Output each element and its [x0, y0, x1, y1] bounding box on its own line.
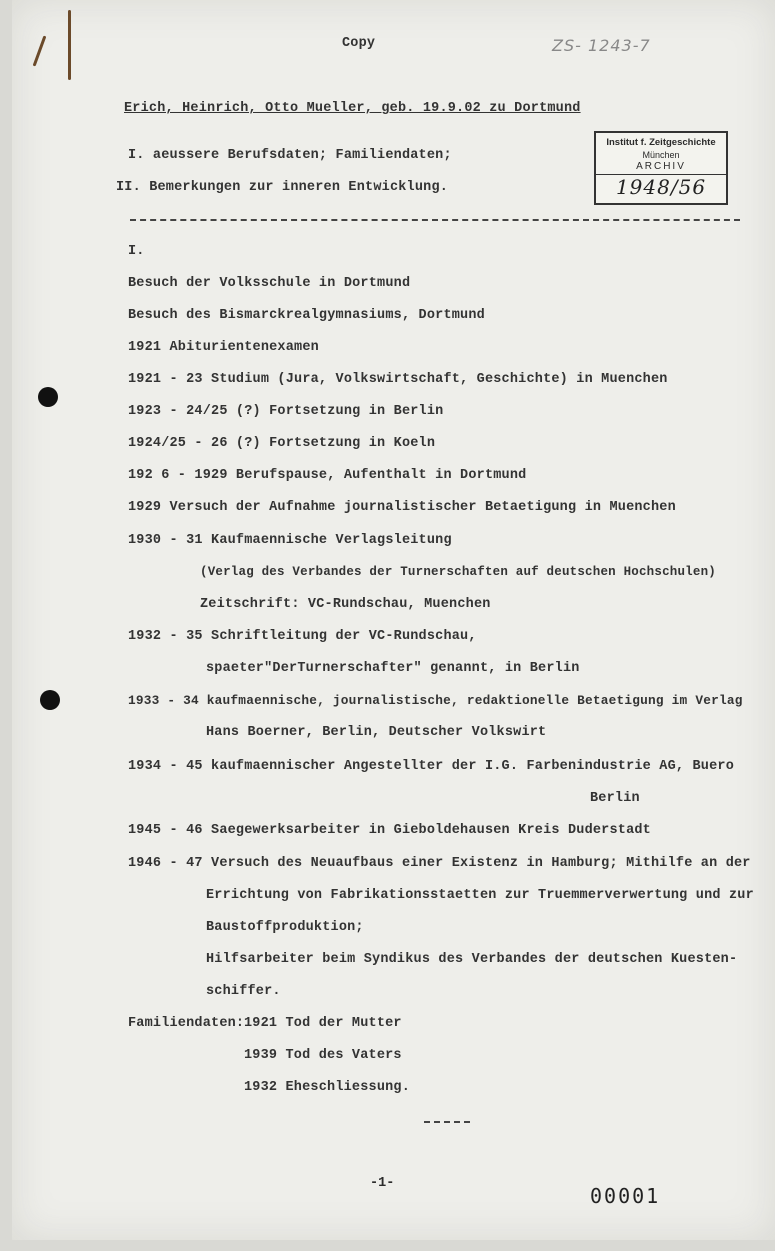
entry-line: Zeitschrift: VC-Rundschau, Muenchen [200, 597, 491, 612]
family-item: 1932 Eheschliessung. [244, 1080, 411, 1095]
entry-line: 1945 - 46 Saegewerksarbeiter in Gieboldehausen Kreis Duderstadt [128, 823, 651, 838]
entry-line: 1934 - 45 kaufmaennischer Angestellter der I.G. Farbenindustrie AG, Buero [128, 759, 734, 774]
entry-line: Hans Boerner, Berlin, Deutscher Volkswirt [206, 725, 547, 740]
family-label: Familiendaten: [128, 1016, 245, 1031]
entry-line: Besuch des Bismarckrealgymnasiums, Dortmund [128, 308, 485, 323]
page-number: -1- [370, 1176, 395, 1191]
pen-mark [33, 35, 47, 66]
entry-line: 1946 - 47 Versuch des Neuaufbaus einer Existenz in Hamburg; Mithilfe an der [128, 856, 751, 871]
entry-line: Berlin [590, 791, 640, 806]
entry-line: 1923 - 24/25 (?) Fortsetzung in Berlin [128, 404, 444, 419]
entry-line: Besuch der Volksschule in Dortmund [128, 276, 411, 291]
reference-number: ZS- 1243-7 [552, 36, 651, 55]
entry-line: (Verlag des Verbandes der Turnerschaften auf deutschen Hochschulen) [200, 565, 716, 579]
person-title: Erich, Heinrich, Otto Mueller, geb. 19.9.02 zu Dortmund [124, 101, 581, 116]
entry-line: 1924/25 - 26 (?) Fortsetzung in Koeln [128, 436, 436, 451]
copy-label: Copy [342, 36, 376, 51]
document-page [12, 0, 775, 1240]
document-number: 00001 [590, 1184, 661, 1208]
end-divider [424, 1121, 470, 1123]
archive-stamp [594, 131, 728, 205]
section-heading: I. [128, 244, 145, 259]
entry-line: 1921 - 23 Studium (Jura, Volkswirtschaft, Geschichte) in Muenchen [128, 372, 668, 387]
entry-line: Errichtung von Fabrikationsstaetten zur Truemmerverwertung und zur [206, 888, 754, 903]
family-item: 1939 Tod des Vaters [244, 1048, 402, 1063]
entry-line: Hilfsarbeiter beim Syndikus des Verbandes der deutschen Kuesten- [206, 952, 738, 967]
family-item: 1921 Tod der Mutter [244, 1016, 402, 1031]
divider [130, 219, 740, 221]
section-outline: I. aeussere Berufsdaten; Familiendaten; [128, 148, 452, 163]
stamp-city: München [642, 150, 680, 160]
entry-line: 192 6 - 1929 Berufspause, Aufenthalt in Dortmund [128, 468, 527, 483]
entry-line: 1930 - 31 Kaufmaennische Verlagsleitung [128, 533, 452, 548]
entry-line: 1921 Abiturientenexamen [128, 340, 319, 355]
stamp-archive: ARCHIV [636, 161, 686, 172]
stamp-number: 1948/56 [615, 175, 707, 199]
entry-line: 1929 Versuch der Aufnahme journalistischer Betaetigung in Muenchen [128, 500, 676, 515]
entry-line: schiffer. [206, 984, 281, 999]
entry-line: 1933 - 34 kaufmaennische, journalistische, redaktionelle Betaetigung im Verlag [128, 693, 743, 708]
entry-line: 1932 - 35 Schriftleitung der VC-Rundschau, [128, 629, 477, 644]
section-outline: II. Bemerkungen zur inneren Entwicklung. [116, 180, 449, 195]
entry-line: spaeter"DerTurnerschafter" genannt, in Berlin [206, 661, 580, 676]
pen-mark [68, 10, 71, 80]
stamp-institute: Institut f. Zeitgeschichte [606, 137, 716, 148]
punch-hole [40, 690, 60, 710]
punch-hole [38, 387, 58, 407]
entry-line: Baustoffproduktion; [206, 920, 364, 935]
